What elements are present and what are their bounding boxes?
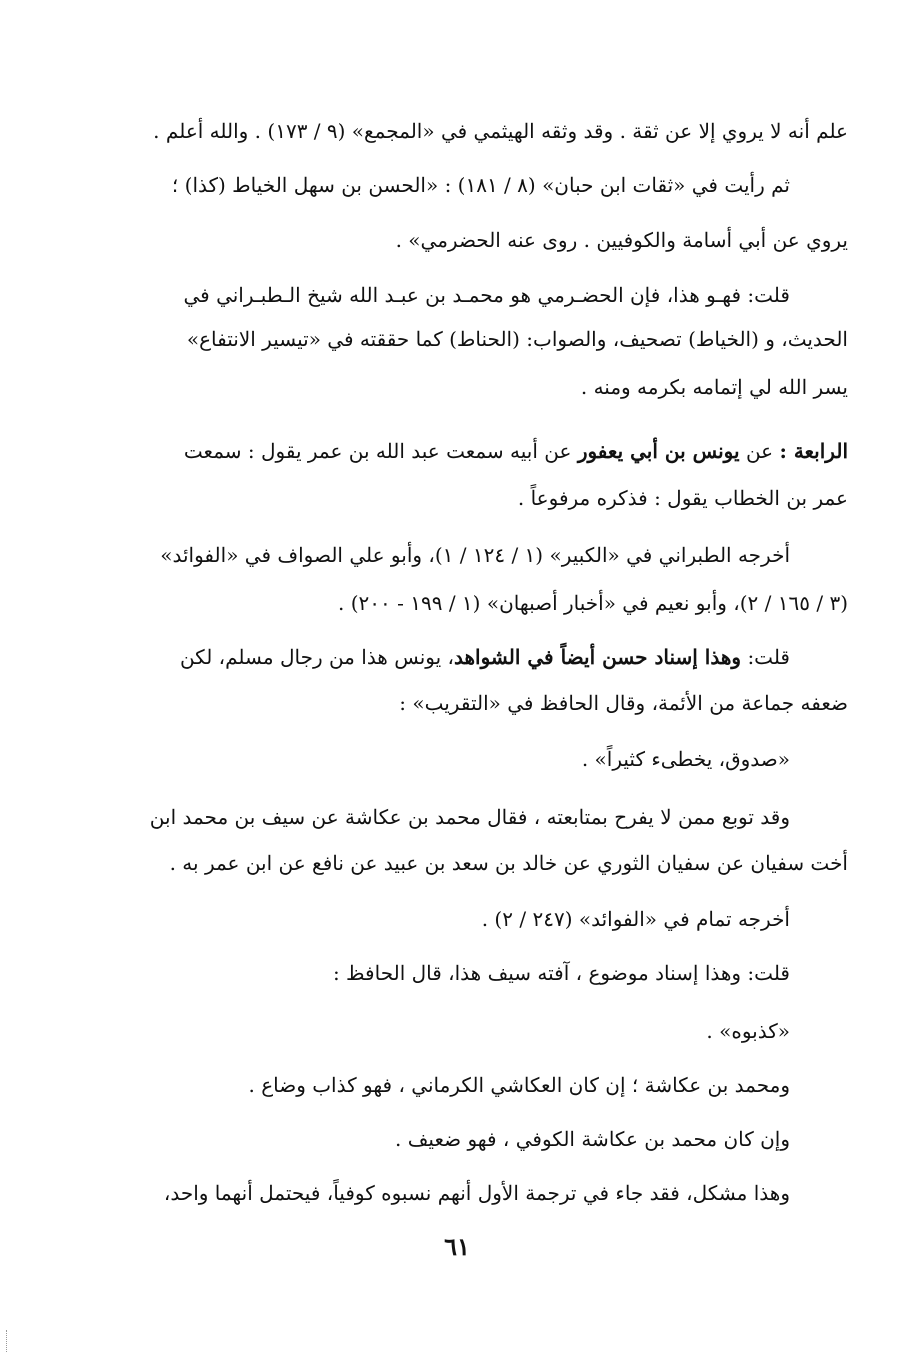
text-line-21: وهذا مشكل، فقد جاء في ترجمة الأول أنهم نسبوه كوفياً، فيحتمل أنهما واحد، [163, 1181, 790, 1205]
text-line-20: وإن كان محمد بن عكاشة الكوفي ، فهو ضعيف . [395, 1127, 790, 1151]
inline-text: قلت: [747, 645, 790, 669]
text-line-12: ضعفه جماعة من الأئمة، وقال الحافظ في «التقريب» : [399, 691, 848, 715]
page-number: ٦١ [444, 1232, 470, 1261]
text-line-13: «صدوق، يخطىء كثيراً» . [581, 747, 790, 771]
text-line-5: الحديث، و (الخياط) تصحيف، والصواب: (الحناط) كما حققته في «تيسير الانتفاع» [186, 327, 848, 351]
text-line-14: وقد توبع ممن لا يفرح بمتابعته ، فقال محمد بن عكاشة عن سيف بن محمد ابن [149, 805, 790, 829]
section-label: الرابعة : [779, 439, 848, 463]
inline-text: عن أبيه سمعت عبد الله بن عمر يقول : سمعت [183, 439, 572, 463]
text-line-4: قلت: فهـو هذا، فإن الحضـرمي هو محمـد بن عبـد الله شيخ الـطبـراني في [183, 283, 790, 307]
narrator-name: يونس بن أبي يعفور [577, 439, 740, 463]
inline-text: عن [745, 439, 774, 463]
text-line-3: يروي عن أبي أسامة والكوفيين . روى عنه الحضرمي» . [395, 228, 848, 252]
text-line-8: عمر بن الخطاب يقول : فذكره مرفوعاً . [517, 486, 848, 510]
text-line-2: ثم رأيت في «ثقات ابن حبان» (٨ / ١٨١) : «الحسن بن سهل الخياط (كذا) ؛ [171, 173, 790, 197]
emphasis-text: وهذا إسناد حسن أيضاً في الشواهد [454, 645, 742, 669]
text-line-15: أخت سفيان عن سفيان الثوري عن خالد بن سعد بن عبيد عن نافع عن ابن عمر به . [169, 851, 848, 875]
text-line-17: قلت: وهذا إسناد موضوع ، آفته سيف هذا، قال الحافظ : [332, 961, 790, 985]
text-line-6: يسر الله لي إتمامه بكرمه ومنه . [580, 375, 848, 399]
inline-text: ، يونس هذا من رجال مسلم، لكن [179, 645, 454, 669]
text-line-19: ومحمد بن عكاشة ؛ إن كان العكاشي الكرماني ، فهو كذاب وضاع . [248, 1073, 790, 1097]
text-line-16: أخرجه تمام في «الفوائد» (٢٤٧ / ٢) . [481, 907, 790, 931]
text-line-18: «كذبوه» . [706, 1019, 790, 1043]
text-line-7 [100, 434, 848, 468]
text-line-1: علم أنه لا يروي إلا عن ثقة . وقد وثقه الهيثمي في «المجمع» (٩ / ١٧٣) . والله أعلم . [153, 119, 848, 143]
margin-mark [6, 1330, 9, 1352]
text-line-9: أخرجه الطبراني في «الكبير» (١ / ١٢٤ / ١)، وأبو علي الصواف في «الفوائد» [160, 543, 790, 567]
text-line-10: (٣ / ١٦٥ / ٢)، وأبو نعيم في «أخبار أصبهان» (١ / ١٩٩ - ٢٠٠) . [337, 591, 848, 615]
text-line-11 [100, 640, 790, 674]
